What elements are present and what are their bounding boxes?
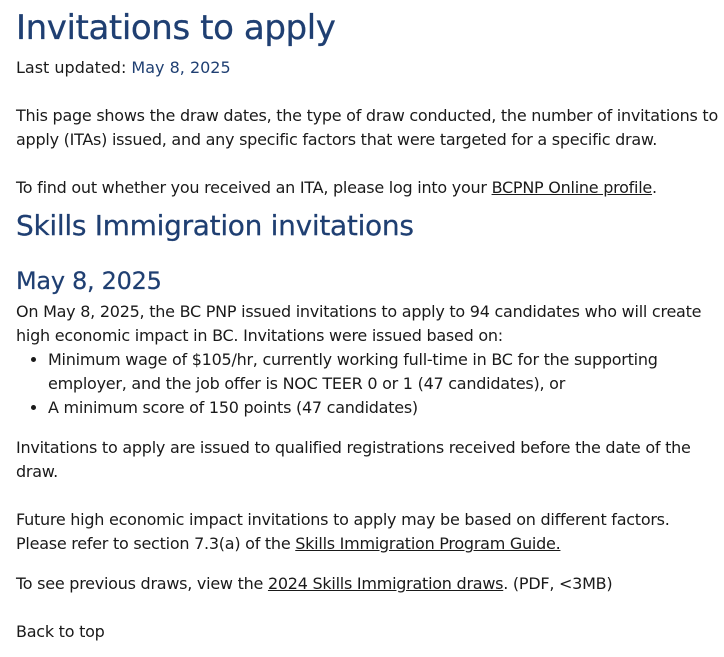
- previous-draws-paragraph: [16, 572, 724, 596]
- find-ita-paragraph: [16, 176, 724, 200]
- draw-criteria-list: [16, 348, 724, 420]
- issued-note: Invitations to apply are issued to qualified registrations received before the date of the draw.: [16, 438, 691, 481]
- future-draws-paragraph: [16, 508, 724, 556]
- future-draws-prefix: Future high economic impact invitations to apply may be based on different factors. Please refer to section 7.3(a) of the: [16, 510, 670, 553]
- previous-draws-prefix: To see previous draws, view the: [16, 574, 268, 593]
- find-ita-prefix: To find out whether you received an ITA, please log into your: [16, 178, 492, 197]
- program-guide-link[interactable]: Skills Immigration Program Guide.: [295, 534, 561, 553]
- intro-paragraph: This page shows the draw dates, the type of draw conducted, the number of invitations to apply (ITAs) issued, and any specific factors that were targeted for a specific draw.: [16, 106, 718, 149]
- last-updated-label: Last updated:: [16, 58, 132, 77]
- page-title: Invitations to apply: [16, 8, 336, 48]
- criteria-item: • A minimum score of 150 points (47 candidates): [48, 396, 724, 420]
- criteria-item: • Minimum wage of $105/hr, currently working full-time in BC for the supporting employer, and the job offer is NOC TEER 0 or 1 (47 candidates), or: [48, 348, 724, 396]
- last-updated-date: May 8, 2025: [131, 58, 231, 77]
- back-to-top-paragraph: [16, 620, 724, 644]
- draw-date-heading: May 8, 2025: [16, 267, 162, 295]
- previous-draws-link[interactable]: 2024 Skills Immigration draws: [267, 574, 504, 593]
- bcpnp-online-profile-link[interactable]: BCPNP Online profile: [491, 178, 653, 197]
- back-to-top-link[interactable]: Back to top: [16, 622, 105, 641]
- previous-draws-suffix: . (PDF, <3MB): [503, 574, 613, 593]
- draw-description: On May 8, 2025, the BC PNP issued invitations to apply to 94 candidates who will create high economic impact in BC. Invitations were issued based on:: [16, 302, 702, 345]
- skills-immigration-heading: Skills Immigration invitations: [16, 209, 414, 242]
- find-ita-suffix: .: [652, 178, 657, 197]
- last-updated: [16, 56, 724, 80]
